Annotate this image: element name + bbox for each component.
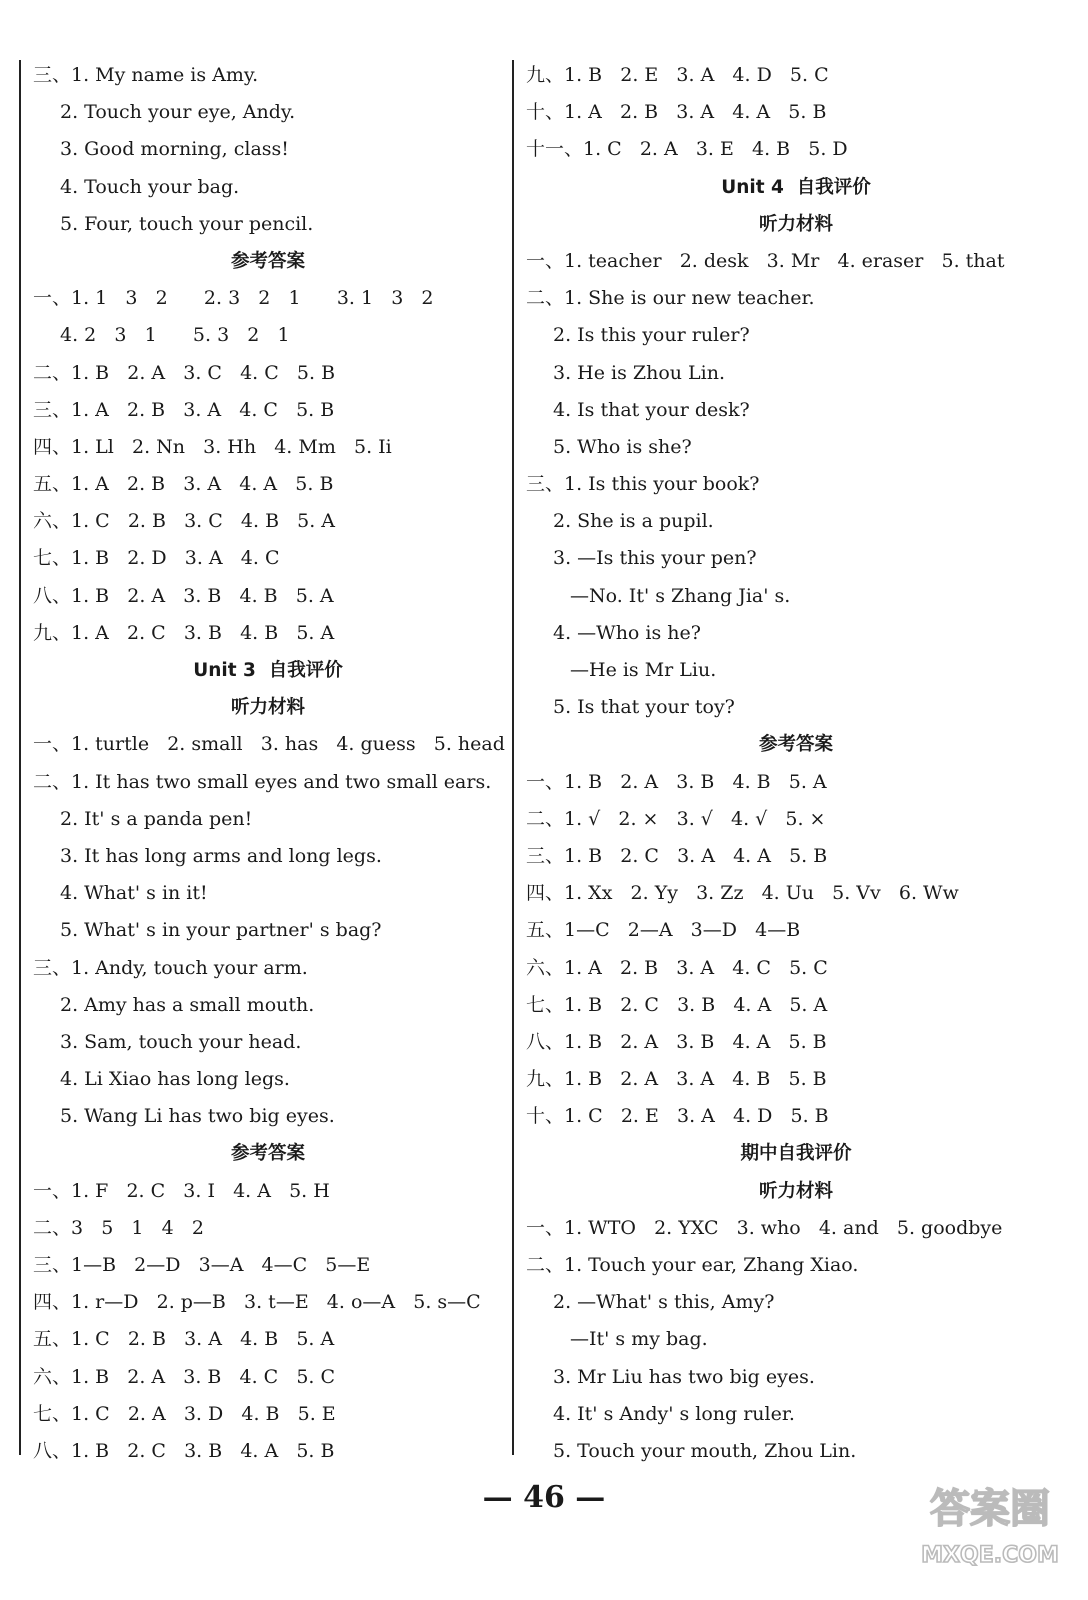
answer-subline: —No. It' s Zhang Jia' s. — [570, 584, 791, 607]
answer-line: 七、1. B 2. C 3. B 4. A 5. A — [526, 993, 828, 1016]
answer-line: 八、1. B 2. A 3. B 4. A 5. B — [526, 1030, 827, 1053]
section-heading: 参考答案 — [230, 1143, 305, 1165]
answer-subline: 2. Amy has a small mouth. — [60, 993, 315, 1016]
answer-subline: 2. Touch your eye, Andy. — [60, 101, 296, 124]
answer-line: 二、1. It has two small eyes and two small ears. — [33, 770, 492, 793]
answer-subline: 2. She is a pupil. — [553, 510, 714, 533]
section-heading: 听力材料 — [758, 213, 833, 235]
answer-line: 十一、1. C 2. A 3. E 4. B 5. D — [526, 138, 848, 161]
watermark-top-text: 答案圈 — [930, 1486, 1050, 1532]
answer-subline: 4. It' s Andy' s long ruler. — [553, 1402, 795, 1425]
column-divider — [512, 60, 514, 1455]
answer-line: 六、1. B 2. A 3. B 4. C 5. C — [33, 1365, 336, 1388]
answer-line: 九、1. B 2. A 3. A 4. B 5. B — [526, 1068, 827, 1091]
answer-subline: 2. Is this your ruler? — [553, 324, 750, 347]
answer-line: 二、3 5 1 4 2 — [33, 1216, 204, 1239]
answer-line: 三、1. My name is Amy. — [33, 64, 259, 86]
watermark-bottom-text: MXQE.COM — [921, 1543, 1059, 1568]
answer-subline: 5. Four, touch your pencil. — [60, 212, 314, 235]
answer-subline: 2. It' s a panda pen! — [60, 807, 253, 830]
section-heading: 听力材料 — [758, 1180, 833, 1202]
section-heading: 参考答案 — [230, 250, 305, 272]
answer-line: 七、1. B 2. D 3. A 4. C — [33, 547, 280, 570]
answer-line: 五、1. C 2. B 3. A 4. B 5. A — [33, 1328, 335, 1351]
answer-subline: 3. He is Zhou Lin. — [553, 361, 726, 384]
answer-subline: 3. It has long arms and long legs. — [60, 844, 382, 867]
answer-subline: 3. Good morning, class! — [60, 138, 289, 161]
answer-subline: 4. Li Xiao has long legs. — [60, 1068, 290, 1091]
watermark-logo — [920, 1460, 1060, 1580]
section-heading: 参考答案 — [758, 734, 833, 756]
answer-line: 三、1. B 2. C 3. A 4. A 5. B — [526, 844, 828, 867]
left-column — [33, 57, 503, 1470]
answer-subline: 5. Touch your mouth, Zhou Lin. — [553, 1439, 857, 1462]
section-heading: Unit 4 自我评价 — [721, 176, 871, 198]
answer-line: 二、1. B 2. A 3. C 4. C 5. B — [33, 361, 336, 384]
answer-line: 三、1—B 2—D 3—A 4—C 5—E — [33, 1254, 371, 1276]
answer-subline: 4. Is that your desk? — [553, 398, 750, 421]
answer-line: 一、1. B 2. A 3. B 4. B 5. A — [526, 770, 827, 793]
right-column — [526, 57, 1066, 1470]
answer-subline: 5. Who is she? — [553, 435, 692, 458]
answer-line: 六、1. C 2. B 3. C 4. B 5. A — [33, 510, 336, 533]
answer-subline: 4. Touch your bag. — [60, 175, 240, 198]
answer-line: 三、1. Andy, touch your arm. — [33, 956, 308, 979]
answer-subline: 3. Mr Liu has two big eyes. — [553, 1365, 815, 1388]
answer-line: 一、1. WTO 2. YXC 3. who 4. and 5. goodbye — [526, 1216, 1003, 1239]
answer-subline: 4. —Who is he? — [553, 621, 701, 644]
answer-subline: 4. What' s in it! — [60, 882, 208, 905]
answer-subline: —He is Mr Liu. — [570, 659, 717, 681]
answer-subline: 4. 2 3 1 5. 3 2 1 — [60, 324, 290, 347]
answer-line: 七、1. C 2. A 3. D 4. B 5. E — [33, 1402, 336, 1425]
answer-line: 九、1. A 2. C 3. B 4. B 5. A — [33, 621, 335, 644]
answer-line: 六、1. A 2. B 3. A 4. C 5. C — [526, 956, 828, 979]
answer-line: 五、1—C 2—A 3—D 4—B — [526, 919, 801, 942]
page-number: — 46 — — [482, 1480, 606, 1515]
answer-line: 二、1. She is our new teacher. — [526, 287, 815, 310]
answer-line: 一、1. teacher 2. desk 3. Mr 4. eraser 5. that — [526, 249, 1005, 272]
answer-subline: 3. Sam, touch your head. — [60, 1030, 302, 1053]
answer-line: 十、1. C 2. E 3. A 4. D 5. B — [526, 1105, 829, 1128]
answer-line: 二、1. √ 2. × 3. √ 4. √ 5. × — [526, 807, 826, 830]
answer-subline: 5. Is that your toy? — [553, 696, 735, 719]
answer-subline: 3. —Is this your pen? — [553, 547, 757, 570]
section-heading: 听力材料 — [230, 697, 305, 719]
left-border-line — [19, 60, 21, 1455]
answer-line: 九、1. B 2. E 3. A 4. D 5. C — [526, 64, 829, 86]
answer-subline: 5. Wang Li has two big eyes. — [60, 1105, 335, 1128]
answer-line: 八、1. B 2. C 3. B 4. A 5. B — [33, 1439, 335, 1462]
answer-line: 五、1. A 2. B 3. A 4. A 5. B — [33, 473, 334, 496]
answer-line: 四、1. Xx 2. Yy 3. Zz 4. Uu 5. Vv 6. Ww — [526, 882, 959, 905]
answer-line: 八、1. B 2. A 3. B 4. B 5. A — [33, 584, 334, 607]
answer-subline: —It' s my bag. — [570, 1328, 708, 1351]
answer-line: 四、1. Ll 2. Nn 3. Hh 4. Mm 5. Ii — [33, 435, 392, 458]
answer-subline: 5. What' s in your partner' s bag? — [60, 919, 382, 942]
section-heading: 期中自我评价 — [740, 1143, 852, 1165]
answer-subline: 2. —What' s this, Amy? — [553, 1291, 775, 1314]
answer-line: 三、1. Is this your book? — [526, 473, 760, 496]
answer-line: 四、1. r—D 2. p—B 3. t—E 4. o—A 5. s—C — [33, 1291, 481, 1314]
section-heading: Unit 3 自我评价 — [193, 660, 343, 681]
answer-line: 十、1. A 2. B 3. A 4. A 5. B — [526, 101, 827, 124]
answer-line: 一、1. 1 3 2 2. 3 2 1 3. 1 3 2 — [33, 287, 434, 310]
answer-line: 一、1. F 2. C 3. I 4. A 5. H — [33, 1179, 330, 1202]
answer-line: 三、1. A 2. B 3. A 4. C 5. B — [33, 398, 335, 421]
answer-line: 二、1. Touch your ear, Zhang Xiao. — [526, 1254, 859, 1276]
answer-line: 一、1. turtle 2. small 3. has 4. guess 5. head — [33, 733, 505, 756]
